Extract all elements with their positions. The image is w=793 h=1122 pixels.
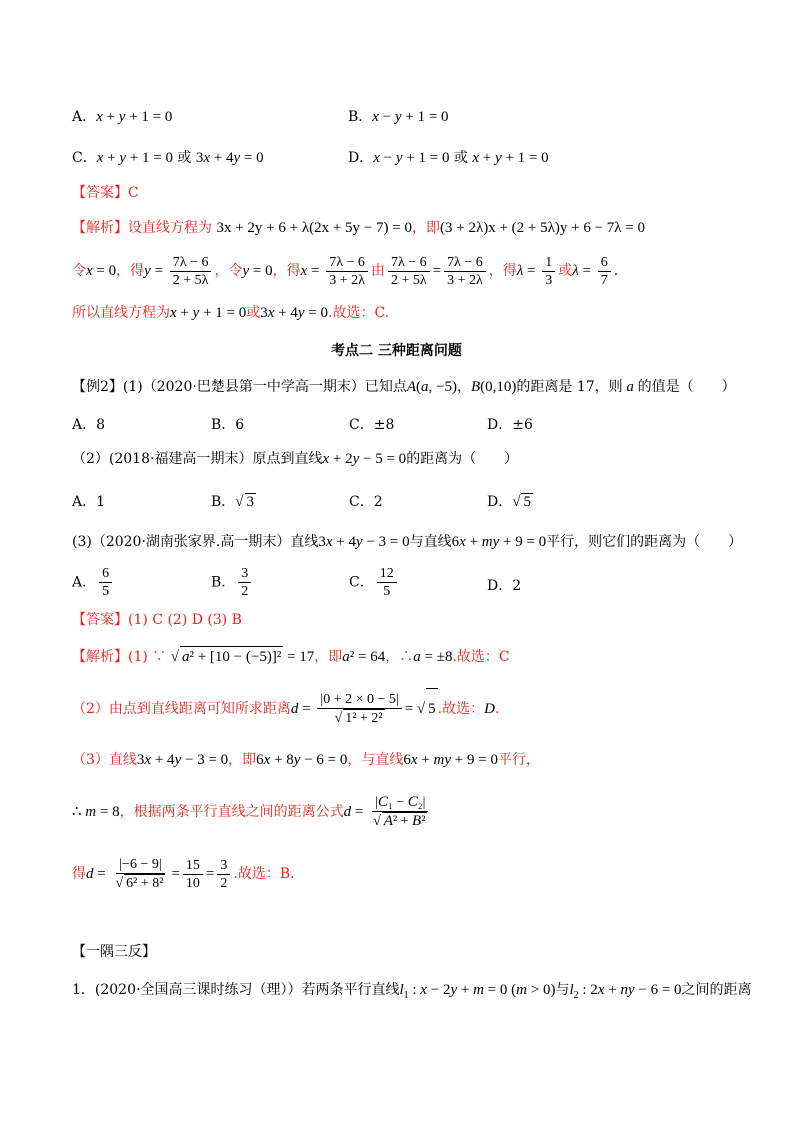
ex2-solution-4: ∴ m = 8，根据两条平行直线之间的距离公式d = $\frac{\text{|C₁ − C₂|}}{\text{√ A² + B²}}$ xyxy=(72,792,433,832)
q1-options-text: A xyxy=(0,0,1,1)
q1-option-d: D．x − y + 1 = 0 或 x + y + 1 = 0 xyxy=(348,150,549,166)
ex2-q3: (3)（2020·湖南张家界.高一期末）直线3x + 4y − 3 = 0与直线6x + my + 9 = 0平行，则它们的距离为（ ） xyxy=(72,534,743,550)
section-title: 考点二 三种距离问题 xyxy=(331,343,462,359)
q1-answer: 【答案】C xyxy=(72,185,139,201)
q1-solution-line1: 【解析】设直线方程为 3x + 2y + 6 + λ(2x + 5y − 7) = 0，即(3 + 2λ)x + (2 + 5λ)y + 6 − 7λ = 0 xyxy=(72,220,646,236)
ex2-q3-option-d: D．2 xyxy=(487,578,522,594)
practice-q1: 1．(2020·全国高三课时练习（理））若两条平行直线$l_1$ : x − 2y + m = 0 (m > 0)与$l_2$ : 2x + ny − 6 = 0之间的距离 xyxy=(72,982,752,1001)
ex2-q3-option-c: C． $\frac{12}{5}$ xyxy=(349,565,400,600)
ex2-q1-option-a: A．8 xyxy=(72,417,106,433)
ex2-q1: 【例2】(1)（2020·巴楚县第一中学高一期末）已知点A(a, −5)，B(0,10)的距离是 17，则 a 的值是（ ） xyxy=(72,379,736,395)
ex2-q2: （2）(2018·福建高一期末）原点到直线x + 2y − 5 = 0的距离为（ ） xyxy=(72,451,519,467)
ex2-q3-option-a: A． $\frac{6}{5}$ xyxy=(72,565,115,600)
practice-title: 【一隅三反】 xyxy=(72,944,156,960)
ex2-solution-3: （3）直线3x + 4y − 3 = 0，即6x + 8y − 6 = 0，与直线6x + my + 9 = 0平行， xyxy=(72,752,540,768)
q1-solution-line2: 令x = 0，得y = $\frac{7\lambda - 6}{2 + 5\lambda}$ ，令y = 0，得x = $\frac{7\lambda - 6}{3 + 2\lambda}$ 由 $\frac{7\lambda - 6}{2 + 5\lambda}$ = $\frac{7\lambda - 6}{3 + 2\lambda}$ ，得λ = $\frac{1}{3}$ 或λ = $\frac{6}{7}$ . xyxy=(72,254,619,288)
ex2-solution-1: 【解析】(1) ∵ √ a² + [10 − (−5)]² = 17，即a² = 64，∴a = ±8.故选：C xyxy=(72,646,510,667)
q1-solution-line3: 所以直线方程为x + y + 1 = 0或3x + 4y = 0.故选：C. xyxy=(72,305,390,321)
ex2-q2-option-d: D．√ 5 xyxy=(487,494,531,510)
ex2-solution-2: （2）由点到直线距离可知所求距离d = $\frac{|0 + 2 \times 0 - 5|}{\text{√ 1² + 2²}}$ = √ 5 .故选：D. xyxy=(72,688,499,729)
ex2-q2-option-b: B．√ 3 xyxy=(211,494,255,510)
ex2-q2-option-c: C．2 xyxy=(349,494,383,510)
ex2-q1-option-c: C．±8 xyxy=(349,417,395,433)
ex2-q2-option-a: A．1 xyxy=(72,494,106,510)
ex2-q3-option-b: B． $\frac{3}{2}$ xyxy=(211,565,254,600)
q1-option-a: A．x + y + 1 = 0 xyxy=(72,109,173,125)
ex2-solution-5: 得d = $\frac{|-6 - 9|}{\text{√ 6² + 8²}}$ = $\frac{15}{10}$ = $\frac{3}{2}$ .故选：B. xyxy=(72,857,295,891)
ex2-q1-option-b: B．6 xyxy=(211,417,245,433)
q1-option-b: B．x − y + 1 = 0 xyxy=(348,109,449,125)
ex2-q1-option-d: D．±6 xyxy=(487,417,533,433)
q1-option-c: C．x + y + 1 = 0 或 3x + 4y = 0 xyxy=(72,150,264,166)
ex2-answer: 【答案】(1) C (2) D (3) B xyxy=(72,612,242,628)
